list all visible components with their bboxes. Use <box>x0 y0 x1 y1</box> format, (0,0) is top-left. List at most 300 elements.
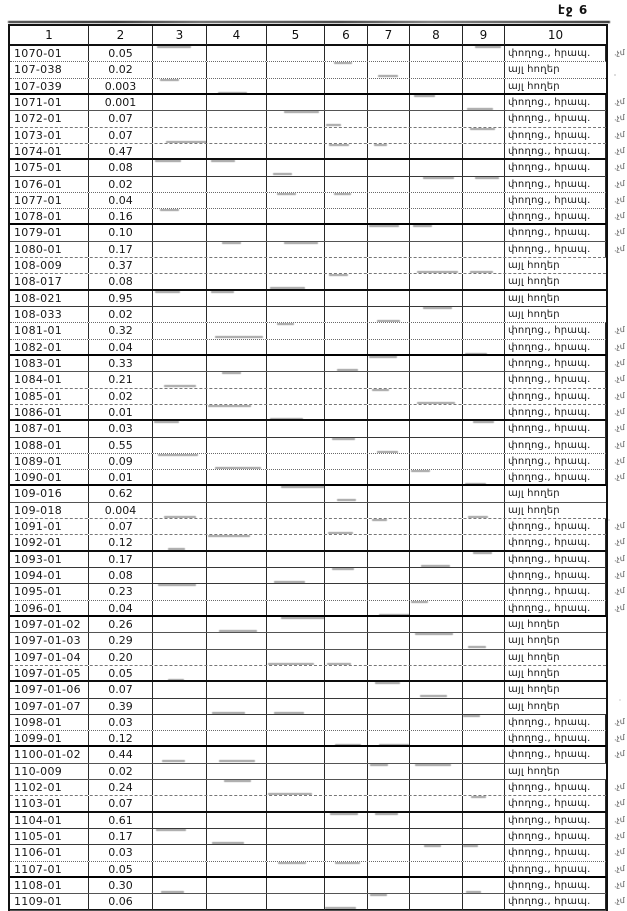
cell-area-value: 0.61 <box>89 813 153 828</box>
table-row <box>10 862 626 878</box>
cell-land-use: փողոց., հրապ. <box>505 225 606 240</box>
cell-empty <box>267 764 325 779</box>
scan-smudge <box>224 780 252 782</box>
cell-empty <box>325 829 368 844</box>
cell-empty <box>325 389 368 404</box>
column-header-4: 4 <box>207 26 267 45</box>
cell-empty <box>325 568 368 583</box>
scan-smudge <box>337 369 358 371</box>
handwritten-margin-note: .չմ <box>613 341 626 352</box>
scan-smudge <box>328 532 353 534</box>
cell-empty <box>153 405 207 419</box>
column-header-9: 9 <box>463 26 505 45</box>
scan-smudge <box>160 79 179 81</box>
cell-land-use: փողոց., հրապ. <box>505 389 606 404</box>
cell-empty <box>325 307 368 322</box>
table-row <box>10 878 626 894</box>
cell-empty <box>207 633 267 648</box>
cell-empty <box>153 79 207 93</box>
cell-land-use: փողոց., հրապ. <box>505 731 606 745</box>
cell-empty <box>463 699 505 714</box>
cell-empty <box>267 813 325 828</box>
cell-empty <box>463 894 505 909</box>
scan-smudge <box>417 402 455 404</box>
cell-empty <box>153 111 207 126</box>
scan-smudge <box>218 92 247 93</box>
cell-empty <box>368 552 410 567</box>
cell-parcel-code: 1097-01-07 <box>10 699 89 714</box>
cell-parcel-code: 1090-01 <box>10 470 89 484</box>
cell-land-use: փողոց., հրապ. <box>505 519 606 534</box>
cell-empty <box>463 552 505 567</box>
cell-empty <box>410 389 463 404</box>
scan-smudge <box>268 663 314 665</box>
cell-land-use: փողոց., հրապ. <box>505 568 606 583</box>
cell-empty <box>463 258 505 273</box>
cell-empty <box>325 274 368 288</box>
table-row <box>10 666 606 682</box>
cell-empty <box>463 242 505 257</box>
cell-empty <box>410 291 463 306</box>
cell-empty <box>325 584 368 599</box>
cell-parcel-code: 109-018 <box>10 503 89 518</box>
cell-empty <box>410 731 463 745</box>
cell-parcel-code: 107-038 <box>10 62 89 77</box>
cell-land-use: փողոց., հրապ. <box>505 894 606 909</box>
cell-empty <box>463 62 505 77</box>
cell-empty <box>207 79 267 93</box>
table-row <box>10 568 626 584</box>
cell-empty <box>410 878 463 893</box>
scan-smudge <box>473 421 494 423</box>
scan-smudge <box>372 519 387 521</box>
cell-empty <box>267 160 325 175</box>
cell-empty <box>368 780 410 795</box>
cell-empty <box>463 813 505 828</box>
cell-empty <box>207 193 267 208</box>
cell-area-value: 0.37 <box>89 258 153 273</box>
cell-empty <box>207 568 267 583</box>
cell-empty <box>153 128 207 143</box>
cell-parcel-code: 1077-01 <box>10 193 89 208</box>
cell-parcel-code: 1097-01-06 <box>10 682 89 697</box>
cell-empty <box>267 62 325 77</box>
scan-smudge <box>164 385 196 387</box>
scan-smudge <box>468 516 488 518</box>
scan-smudge <box>337 499 357 501</box>
scan-smudge <box>222 242 241 244</box>
cell-empty <box>267 79 325 93</box>
scan-smudge <box>329 144 349 146</box>
cell-empty <box>368 160 410 175</box>
cell-empty <box>463 715 505 730</box>
scan-smudge <box>162 760 185 762</box>
cell-empty <box>463 584 505 599</box>
cell-empty <box>463 486 505 501</box>
scan-smudge <box>375 813 398 815</box>
cell-parcel-code: 1094-01 <box>10 568 89 583</box>
cell-empty <box>410 617 463 632</box>
cell-empty <box>207 128 267 143</box>
cell-empty <box>410 486 463 501</box>
table-row <box>10 845 626 861</box>
table-row <box>10 111 626 127</box>
cell-area-value: 0.01 <box>89 405 153 419</box>
column-header-5: 5 <box>267 26 325 45</box>
cell-empty <box>410 633 463 648</box>
cell-empty <box>153 372 207 387</box>
cell-empty <box>207 46 267 61</box>
cell-parcel-code: 1098-01 <box>10 715 89 730</box>
cell-empty <box>410 535 463 549</box>
cell-area-value: 0.12 <box>89 731 153 745</box>
cell-parcel-code: 1076-01 <box>10 177 89 192</box>
table-row <box>10 682 606 698</box>
handwritten-margin-note: .չմ <box>613 162 626 172</box>
cell-empty <box>153 715 207 730</box>
scan-smudge <box>415 633 453 635</box>
handwritten-margin-note: .չմ <box>613 847 626 857</box>
scan-smudge <box>327 663 351 665</box>
cell-empty <box>207 340 267 354</box>
cell-empty <box>410 470 463 484</box>
cell-empty <box>153 144 207 158</box>
cell-area-value: 0.23 <box>89 584 153 599</box>
table-row <box>10 503 606 519</box>
cell-empty <box>153 633 207 648</box>
cell-empty <box>325 601 368 615</box>
cell-empty <box>153 46 207 61</box>
scan-smudge <box>208 535 250 537</box>
scan-smudge <box>465 353 487 354</box>
handwritten-margin-note: .չմ <box>613 455 626 466</box>
cell-empty <box>267 617 325 632</box>
cell-empty <box>325 144 368 158</box>
cell-empty <box>207 617 267 632</box>
cell-empty <box>410 894 463 909</box>
scan-smudge <box>334 62 352 64</box>
cell-empty <box>207 62 267 77</box>
cell-empty <box>207 666 267 680</box>
scan-smudge <box>463 715 479 717</box>
cell-empty <box>368 747 410 762</box>
cell-empty <box>207 160 267 175</box>
cell-empty <box>207 111 267 126</box>
handwritten-margin-note: .չմ <box>613 798 626 808</box>
cell-empty <box>267 568 325 583</box>
cell-empty <box>463 160 505 175</box>
scan-smudge <box>372 389 389 391</box>
cell-empty <box>207 682 267 697</box>
cell-land-use: այլ հողեր <box>508 667 560 679</box>
cell-empty <box>325 633 368 648</box>
cell-empty <box>410 95 463 110</box>
cell-empty <box>410 601 463 615</box>
cell-land-use: փողոց., հրապ. <box>505 584 606 599</box>
scan-smudge <box>423 177 454 179</box>
cell-empty <box>267 584 325 599</box>
cell-land-use: փողոց., հրապ. <box>505 160 606 175</box>
cell-area-value: 0.08 <box>89 568 153 583</box>
cell-empty <box>153 258 207 273</box>
cell-empty <box>207 552 267 567</box>
cell-empty <box>410 258 463 273</box>
scan-smudge <box>420 695 447 697</box>
cell-empty <box>325 552 368 567</box>
cell-empty <box>368 764 410 779</box>
handwritten-margin-note: .չմ <box>613 896 626 906</box>
cell-land-use: այլ հողեր <box>508 618 560 630</box>
scan-smudge <box>370 764 388 766</box>
cell-empty <box>410 144 463 158</box>
cell-empty <box>325 796 368 810</box>
cell-parcel-code: 108-017 <box>10 274 89 288</box>
cell-empty <box>267 731 325 745</box>
handwritten-margin-note: .չմ <box>613 733 626 743</box>
cell-empty <box>207 584 267 599</box>
cell-parcel-code: 1084-01 <box>10 372 89 387</box>
cell-parcel-code: 110-009 <box>10 764 89 779</box>
scan-smudge <box>208 405 251 407</box>
cell-empty <box>267 894 325 909</box>
cell-empty <box>207 764 267 779</box>
table-row <box>10 323 626 339</box>
cell-land-use: փողոց., հրապ. <box>505 601 606 615</box>
scan-smudge <box>168 679 184 680</box>
cell-empty <box>207 731 267 745</box>
scan-smudge <box>268 793 312 795</box>
scan-smudge <box>332 438 355 440</box>
cell-empty <box>410 862 463 876</box>
scan-smudge <box>470 271 493 273</box>
cell-empty <box>267 796 325 810</box>
scan-smudge <box>378 75 398 77</box>
cell-area-value: 0.26 <box>89 617 153 632</box>
cell-land-use: փողոց., հրապ. <box>505 340 606 354</box>
cell-empty <box>325 209 368 223</box>
handwritten-margin-note: .չմ <box>613 145 626 156</box>
cell-land-use: այլ հողեր <box>508 80 560 92</box>
cell-empty <box>153 454 207 469</box>
cell-area-value: 0.07 <box>89 519 153 534</box>
scan-smudge <box>273 173 292 175</box>
cell-land-use: այլ հողեր <box>508 488 560 500</box>
cell-parcel-code: 1096-01 <box>10 601 89 615</box>
scan-smudge <box>270 418 302 419</box>
cell-empty <box>463 878 505 893</box>
cell-parcel-code: 1086-01 <box>10 405 89 419</box>
handwritten-margin-note: .չմ <box>613 48 626 58</box>
cell-empty <box>267 552 325 567</box>
cell-empty <box>368 731 410 745</box>
handwritten-margin-note: .չմ <box>613 211 626 221</box>
cell-area-value: 0.17 <box>89 242 153 257</box>
cell-empty <box>153 519 207 534</box>
handwritten-margin-note: .չմ <box>613 325 626 335</box>
cell-empty <box>325 666 368 680</box>
cell-empty <box>463 95 505 110</box>
cell-empty <box>267 438 325 453</box>
cell-empty <box>410 79 463 93</box>
cell-empty <box>207 307 267 322</box>
cell-empty <box>267 650 325 665</box>
cell-empty <box>463 46 505 61</box>
cell-area-value: 0.47 <box>89 144 153 158</box>
cell-empty <box>267 829 325 844</box>
cell-empty <box>410 796 463 810</box>
cell-area-value: 0.001 <box>89 95 153 110</box>
cell-empty <box>463 633 505 648</box>
cell-empty <box>153 421 207 436</box>
cell-empty <box>410 225 463 240</box>
cell-empty <box>153 323 207 338</box>
cell-empty <box>410 845 463 860</box>
cell-parcel-code: 1075-01 <box>10 160 89 175</box>
scan-smudge <box>284 111 319 113</box>
table-row <box>10 519 626 535</box>
cell-empty <box>463 356 505 371</box>
cell-empty <box>368 258 410 273</box>
page-number-label: էջ 6 <box>558 3 589 17</box>
scan-smudge <box>166 141 207 143</box>
cell-empty <box>325 650 368 665</box>
scan-smudge <box>160 209 179 211</box>
cell-parcel-code: 1107-01 <box>10 862 89 876</box>
cell-area-value: 0.07 <box>89 128 153 143</box>
cell-empty <box>207 486 267 501</box>
cell-area-value: 0.20 <box>89 650 153 665</box>
cell-empty <box>325 111 368 126</box>
cell-parcel-code: 1097-01-02 <box>10 617 89 632</box>
scan-smudge <box>463 845 478 847</box>
scan-smudge <box>379 744 409 745</box>
scan-smudge <box>417 271 458 273</box>
cell-empty <box>463 274 505 288</box>
cell-empty <box>325 95 368 110</box>
table-row <box>10 731 626 747</box>
scan-smudge <box>277 193 296 195</box>
cell-empty <box>267 519 325 534</box>
scan-smudge <box>377 320 400 322</box>
cell-empty <box>153 470 207 484</box>
cell-empty <box>463 421 505 436</box>
cell-empty <box>368 535 410 549</box>
cell-empty <box>267 715 325 730</box>
cell-land-use: այլ հողեր <box>508 260 560 272</box>
cell-empty <box>368 356 410 371</box>
cell-empty <box>325 715 368 730</box>
cell-empty <box>325 323 368 338</box>
cell-empty <box>153 650 207 665</box>
cell-land-use: այլ հողեր <box>508 64 560 76</box>
cell-empty <box>410 552 463 567</box>
cell-empty <box>153 486 207 501</box>
cell-empty <box>325 291 368 306</box>
table-row <box>10 764 606 780</box>
scan-smudge <box>219 760 255 762</box>
cell-area-value: 0.04 <box>89 193 153 208</box>
cell-empty <box>410 747 463 762</box>
cell-empty <box>368 503 410 518</box>
cell-area-value: 0.29 <box>89 633 153 648</box>
cell-empty <box>368 829 410 844</box>
cell-empty <box>153 568 207 583</box>
handwritten-margin-note: .չմ <box>613 831 626 841</box>
cell-land-use: փողոց., հրապ. <box>505 111 606 126</box>
cell-empty <box>267 128 325 143</box>
table-row <box>10 389 626 405</box>
cell-empty <box>153 242 207 257</box>
cell-land-use: փողոց., հրապ. <box>505 144 606 158</box>
cell-empty <box>410 307 463 322</box>
cell-empty <box>325 79 368 93</box>
cell-empty <box>410 323 463 338</box>
cell-empty <box>463 747 505 762</box>
cell-empty <box>368 274 410 288</box>
cell-area-value: 0.03 <box>89 845 153 860</box>
cell-land-use: այլ հողեր <box>508 684 560 696</box>
cell-empty <box>207 878 267 893</box>
cell-empty <box>267 486 325 501</box>
cell-parcel-code: 1089-01 <box>10 454 89 469</box>
scan-smudge <box>277 323 295 325</box>
cell-empty <box>207 438 267 453</box>
cell-empty <box>153 584 207 599</box>
cell-empty <box>207 535 267 549</box>
cell-empty <box>368 470 410 484</box>
cell-empty <box>325 503 368 518</box>
cell-land-use: փողոց., հրապ. <box>505 372 606 387</box>
cell-empty <box>368 144 410 158</box>
cell-area-value: 0.33 <box>89 356 153 371</box>
scan-smudge <box>415 764 451 766</box>
table-row <box>10 796 626 812</box>
cell-land-use: փողոց., հրապ. <box>505 46 606 61</box>
cell-empty <box>207 454 267 469</box>
cell-empty <box>463 601 505 615</box>
cell-empty <box>368 519 410 534</box>
cell-parcel-code: 107-039 <box>10 79 89 93</box>
handwritten-margin-note: .չմ <box>613 439 626 449</box>
cell-empty <box>368 666 410 680</box>
table-row <box>10 535 626 551</box>
cell-parcel-code: 1083-01 <box>10 356 89 371</box>
cell-empty <box>267 95 325 110</box>
cell-empty <box>325 486 368 501</box>
table-row <box>10 95 626 111</box>
cell-empty <box>153 813 207 828</box>
cell-area-value: 0.17 <box>89 829 153 844</box>
handwritten-margin-note: .չմ <box>613 129 626 139</box>
scan-smudge <box>281 486 325 488</box>
cell-empty <box>207 225 267 240</box>
scan-smudge <box>329 274 348 276</box>
cell-empty <box>410 160 463 175</box>
handwritten-margin-note: .չմ <box>613 602 626 613</box>
cell-land-use: այլ հողեր <box>508 309 560 320</box>
cell-area-value: 0.09 <box>89 454 153 469</box>
cell-land-use: այլ հողեր <box>508 700 560 712</box>
cell-empty <box>325 62 368 77</box>
cell-empty <box>325 225 368 240</box>
cell-empty <box>207 813 267 828</box>
table-row <box>10 144 626 160</box>
cell-empty <box>368 813 410 828</box>
cell-empty <box>153 780 207 795</box>
scan-smudge <box>466 891 480 893</box>
cell-empty <box>368 307 410 322</box>
cell-empty <box>410 454 463 469</box>
